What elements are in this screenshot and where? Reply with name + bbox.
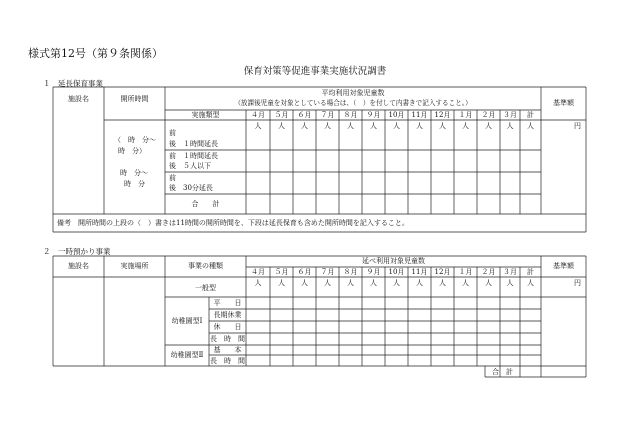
s1-unit-yen: 円 xyxy=(574,122,581,130)
s1-header-facility: 施設名 xyxy=(68,95,89,103)
s1-unit-person: 人 xyxy=(485,122,492,130)
s1-unit-person: 人 xyxy=(278,122,285,130)
s2-kindergarten1: 幼稚園型Ⅰ xyxy=(171,317,203,325)
s1-month-header: ２月 xyxy=(481,111,496,119)
s1-month-header: ４月 xyxy=(251,111,265,119)
s2-month-header: ５月 xyxy=(274,268,289,276)
s1-unit-person: 人 xyxy=(393,122,400,130)
s1-unit-person: 人 xyxy=(527,122,534,130)
s1-unit-person: 人 xyxy=(416,122,423,130)
s2-month-header: ７月 xyxy=(320,268,335,276)
s2-month-header: ３月 xyxy=(503,268,517,276)
s2-k1-weekday: 平 日 xyxy=(213,299,242,307)
s2-header-base: 基準額 xyxy=(553,262,574,270)
s2-total-label: 合 計 xyxy=(492,368,513,376)
s2-k1-long-holiday: 長期休業 xyxy=(213,311,242,319)
s2-header-facility: 施設名 xyxy=(68,262,89,270)
s2-kindergarten2: 幼稚園型Ⅱ xyxy=(170,351,204,359)
s1-type3-line1: 前 xyxy=(169,174,176,182)
s1-unit-person: 人 xyxy=(462,122,469,130)
s1-month-header: ７月 xyxy=(320,111,335,119)
document-title: 保育対策等促進事業実施状況調書 xyxy=(243,66,387,77)
section2-heading: ２ 一時預かり事業 xyxy=(43,247,111,256)
form-number: 様式第12号（第９条関係） xyxy=(28,47,163,60)
s1-month-header: ９月 xyxy=(366,111,381,119)
s1-month-header: ８月 xyxy=(343,111,358,119)
s1-unit-person: 人 xyxy=(347,122,354,130)
s2-header-location: 実施場所 xyxy=(120,262,149,270)
s2-header-total: 延べ利用対象児童数 xyxy=(362,257,425,265)
s1-header-average: 平均利用対象児童数 xyxy=(321,89,385,97)
s2-unit-yen: 円 xyxy=(574,279,581,287)
s1-type1-line1: 前 xyxy=(169,129,176,137)
s2-unit-person: 人 xyxy=(506,279,514,287)
s2-unit-person: 人 xyxy=(393,279,400,287)
s2-unit-person: 人 xyxy=(439,279,446,287)
s2-unit-person: 人 xyxy=(278,279,285,287)
s2-month-header: ２月 xyxy=(481,268,496,276)
s2-month-header: 11月 xyxy=(411,268,428,276)
s1-unit-person: 人 xyxy=(506,122,514,130)
s1-type2-line1: 前 １時間延長 xyxy=(169,152,218,160)
section1-heading: １ 延長保育事業 xyxy=(43,79,103,88)
s2-header-kind: 事業の種類 xyxy=(188,262,223,270)
s2-k2-basic: 基 本 xyxy=(213,346,242,354)
s1-month-header: ５月 xyxy=(274,111,289,119)
s2-unit-person: 人 xyxy=(485,279,492,287)
s2-unit-person: 人 xyxy=(527,279,534,287)
s2-unit-person: 人 xyxy=(416,279,423,287)
s1-month-header: ６月 xyxy=(297,111,312,119)
s2-month-header: ４月 xyxy=(251,268,265,276)
s2-unit-person: 人 xyxy=(301,279,308,287)
s2-unit-person: 人 xyxy=(462,279,469,287)
s1-type1-line2: 後 １時間延長 xyxy=(169,140,218,148)
s1-type2-line2: 後 ５人以下 xyxy=(169,162,211,170)
s2-month-header: 12月 xyxy=(434,268,451,276)
s1-unit-person: 人 xyxy=(439,122,446,130)
s1-unit-person: 人 xyxy=(370,122,377,130)
s1-unit-person: 人 xyxy=(324,122,331,130)
s1-unit-person: 人 xyxy=(254,122,262,130)
s1-unit-person: 人 xyxy=(301,122,308,130)
s1-header-average-note: （放課後児童を対象としている場合は、（ ）を付して内書きで記入すること。） xyxy=(234,99,472,107)
s1-note: 備考 開所時間の上段の（ ）書きは11時間の開所時間を、下段は延長保育も含めた開所時間を記入すること。 xyxy=(57,219,409,227)
s1-month-header: 11月 xyxy=(411,111,428,119)
s2-month-header: 計 xyxy=(527,268,534,276)
section1-grid xyxy=(53,87,586,232)
s2-month-header: ８月 xyxy=(343,268,358,276)
s2-k1-long-hours: 長 時 間 xyxy=(210,335,245,343)
s1-hours-line4: 時 分 xyxy=(124,180,145,188)
s2-general-type: 一般型 xyxy=(195,284,216,292)
s2-unit-person: 人 xyxy=(370,279,377,287)
s2-month-header: ６月 xyxy=(297,268,312,276)
s1-total-label: 合 計 xyxy=(191,200,220,208)
s2-unit-person: 人 xyxy=(347,279,354,287)
s1-month-header: ３月 xyxy=(503,111,517,119)
s1-header-type: 実施類型 xyxy=(191,111,220,119)
s2-k1-holiday: 休 日 xyxy=(213,323,242,331)
s2-month-header: １月 xyxy=(458,268,473,276)
s1-month-header: 10月 xyxy=(388,111,405,119)
s2-unit-person: 人 xyxy=(324,279,331,287)
s2-month-header: 10月 xyxy=(388,268,405,276)
s2-k2-long-hours: 長 時 間 xyxy=(210,357,245,365)
s1-type3-line2: 後 30分延長 xyxy=(169,184,213,192)
s1-header-base: 基準額 xyxy=(553,99,574,107)
s1-month-header: 計 xyxy=(527,111,534,119)
s2-unit-person: 人 xyxy=(254,279,262,287)
s1-month-header: 12月 xyxy=(434,111,451,119)
s2-month-header: ９月 xyxy=(366,268,381,276)
s1-month-header: １月 xyxy=(458,111,473,119)
s1-hours-line1: （ 時 分～ xyxy=(114,136,156,144)
s1-header-hours: 開所時間 xyxy=(120,95,149,103)
s1-hours-line2: 時 分） xyxy=(118,147,146,155)
s1-hours-line3: 時 分～ xyxy=(120,169,148,177)
